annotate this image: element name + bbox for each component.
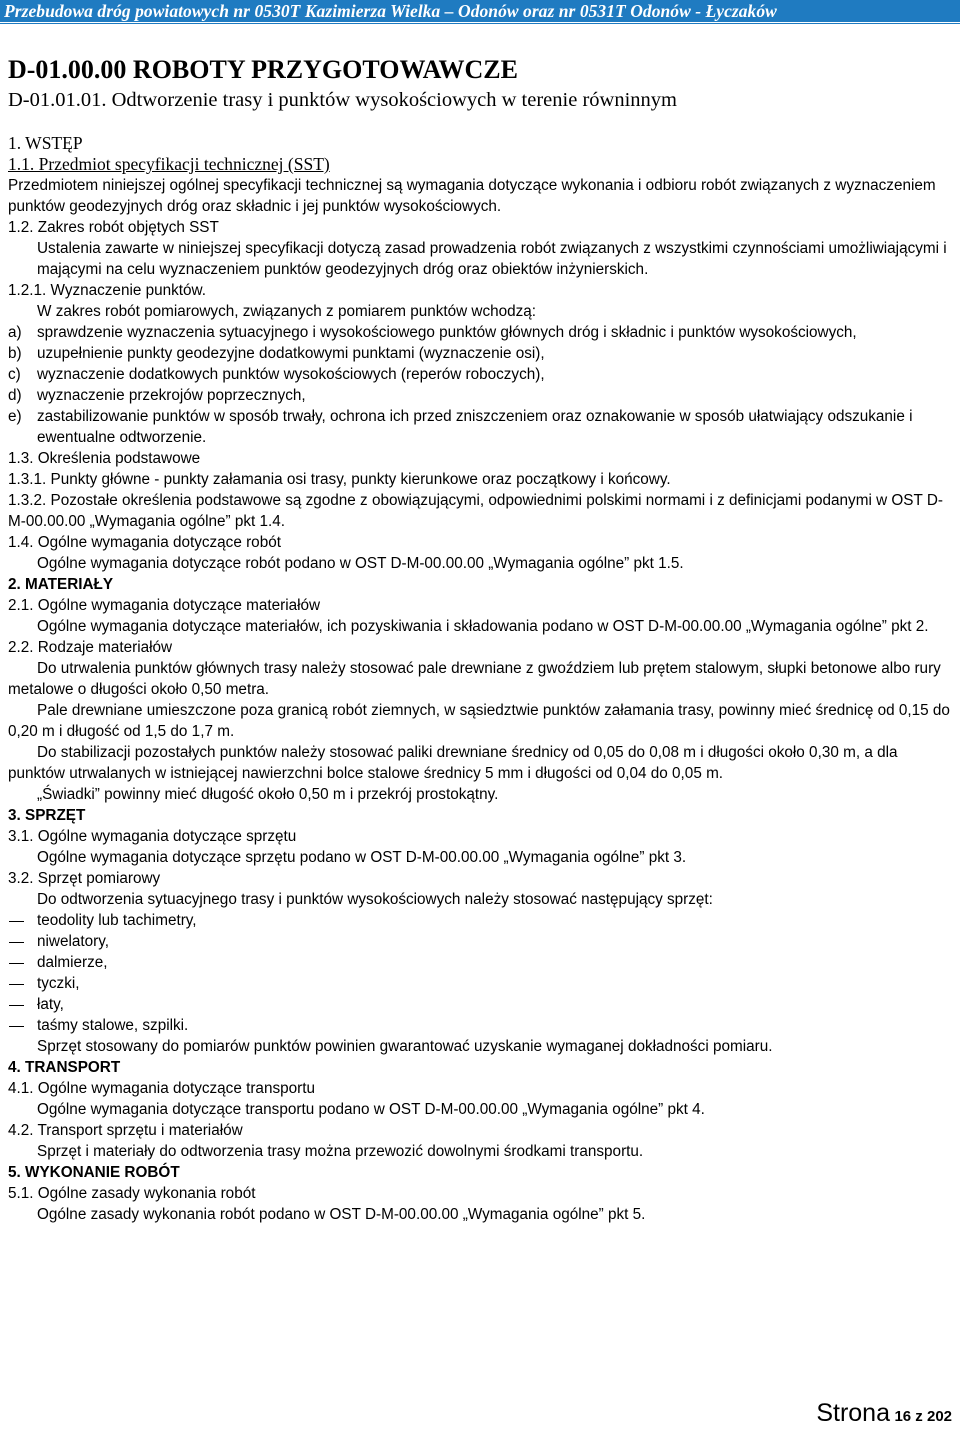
section-heading: 5. WYKONANIE ROBÓT (8, 1164, 180, 1181)
document-header: Przebudowa dróg powiatowych nr 0530T Kazimierza Wielka – Odonów oraz nr 0531T Odonów - Łyczaków (0, 0, 960, 22)
page-label: Strona (816, 1399, 890, 1427)
list-marker: a) (8, 324, 22, 341)
paragraph: Sprzęt stosowany do pomiarów punktów powinien gwarantować uzyskanie wymaganej dokładności pomiaru. (37, 1038, 773, 1055)
chapter-title: D-01.00.00 ROBOTY PRZYGOTOWAWCZE (8, 55, 518, 84)
subsection-heading: 4.2. Transport sprzętu i materiałów (8, 1122, 243, 1139)
subsection-heading: 1.1. Przedmiot specyfikacji technicznej (SST) (8, 154, 330, 174)
list-marker: d) (8, 387, 22, 404)
list-item (8, 406, 954, 448)
list-marker: b) (8, 345, 22, 362)
list-item: tyczki, (8, 973, 954, 994)
equipment-list (8, 910, 954, 1036)
subsection-heading: 1.3. Określenia podstawowe (8, 450, 201, 467)
list-item-text: zastabilizowanie punktów w sposób trwały, ochrona ich przed zniszczeniem oraz oznakowanie w sposób ułatwiający odszukanie i ewentualne odtworzenie. (37, 408, 913, 446)
subsection-heading: 2.2. Rodzaje materiałów (8, 639, 173, 656)
paragraph: Ustalenia zawarte w niniejszej specyfikacji dotyczą zasad prowadzenia robót związanych z wszystkimi czynnościami umożliwiającymi i mającymi na celu wyznaczeniem punktów geodezyjnych dróg oraz obiektów inżynierskich. (37, 240, 947, 278)
paragraph: Ogólne wymagania dotyczące transportu podano w OST D-M-00.00.00 „Wymagania ogólne” pkt 4. (37, 1101, 705, 1118)
subsection-heading: 3.2. Sprzęt pomiarowy (8, 870, 161, 887)
list-item: niwelatory, (8, 931, 954, 952)
paragraph: 1.3.2. Pozostałe określenia podstawowe są zgodne z obowiązującymi, odpowiednimi polskimi normami i z definicjami podanymi w OST D-M-00.00.00 „Wymagania ogólne” pkt 1.4. (8, 492, 943, 530)
section-heading: 1. WSTĘP (8, 133, 83, 153)
paragraph: Ogólne wymagania dotyczące robót podano w OST D-M-00.00.00 „Wymagania ogólne” pkt 1.5. (37, 555, 684, 572)
subsection-heading: 1.4. Ogólne wymagania dotyczące robót (8, 534, 281, 551)
header-rule (0, 23, 960, 24)
list-marker: e) (8, 408, 22, 425)
list-item: łaty, (8, 994, 954, 1015)
list-item-text: wyznaczenie dodatkowych punktów wysokościowych (reperów roboczych), (37, 366, 545, 383)
paragraph: Pale drewniane umieszczone poza granicą robót ziemnych, w sąsiedztwie punktów załamania trasy, powinny mieć średnicę od 0,15 do 0,20 m i długość od 1,5 do 1,7 m. (8, 702, 950, 740)
subsection-heading: 5.1. Ogólne zasady wykonania robót (8, 1185, 256, 1202)
list-item-text: wyznaczenie przekrojów poprzecznych, (37, 387, 306, 404)
paragraph: Ogólne wymagania dotyczące sprzętu podano w OST D-M-00.00.00 „Wymagania ogólne” pkt 3. (37, 849, 687, 866)
scope-list (8, 322, 954, 448)
list-item: dalmierze, (8, 952, 954, 973)
paragraph: Do utrwalenia punktów głównych trasy należy stosować pale drewniane z gwoździem lub prętem stalowym, słupki betonowe albo rury metalowe o długości około 0,50 metra. (8, 660, 941, 698)
list-item-text: sprawdzenie wyznaczenia sytuacyjnego i wysokościowego punktów głównych dróg i składnic i punktów wysokościowych, (37, 324, 857, 341)
list-item: teodolity lub tachimetry, (8, 910, 954, 931)
subsection-heading: 1.2.1. Wyznaczenie punktów. (8, 282, 206, 299)
subsection-heading: 3.1. Ogólne wymagania dotyczące sprzętu (8, 828, 297, 845)
document-body (8, 55, 954, 1225)
paragraph: W zakres robót pomiarowych, związanych z pomiarem punktów wchodzą: (37, 303, 537, 320)
list-item (8, 364, 954, 385)
subsection-heading: 4.1. Ogólne wymagania dotyczące transportu (8, 1080, 315, 1097)
paragraph: Do stabilizacji pozostałych punktów należy stosować paliki drewniane średnicy od 0,05 do 0,08 m i długości około 0,30 m, a dla punktów utrwalanych w istniejącej nawierzchni bolce stalowe średnicy 5 mm i długości od 0,04 do 0,05 m. (8, 744, 898, 782)
list-item-text: uzupełnienie punkty geodezyjne dodatkowymi punktami (wyznaczenie osi), (37, 345, 545, 362)
paragraph: Sprzęt i materiały do odtworzenia trasy można przewozić dowolnymi środkami transportu. (37, 1143, 644, 1160)
list-marker: c) (8, 366, 21, 383)
spec-title: D-01.01.01. Odtworzenie trasy i punktów wysokościowych w terenie równinnym (8, 89, 677, 111)
section-heading: 2. MATERIAŁY (8, 576, 114, 593)
subsection-heading: 2.1. Ogólne wymagania dotyczące materiałów (8, 597, 321, 614)
page-number: 16 z 202 (894, 1408, 952, 1425)
paragraph: 1.3.1. Punkty główne - punkty załamania osi trasy, punkty kierunkowe oraz początkowy i końcowy. (8, 471, 671, 488)
paragraph: Ogólne zasady wykonania robót podano w OST D-M-00.00.00 „Wymagania ogólne” pkt 5. (37, 1206, 646, 1223)
paragraph: Przedmiotem niniejszej ogólnej specyfikacji technicznej są wymagania dotyczące wykonania i odbioru robót związanych z wyznaczeniem punktów geodezyjnych dróg oraz składnic i jej punktów wysokościowych. (8, 177, 936, 215)
paragraph: „Świadki” powinny mieć długość około 0,50 m i przekrój prostokątny. (37, 786, 499, 803)
list-item (8, 322, 954, 343)
paragraph: Do odtworzenia sytuacyjnego trasy i punktów wysokościowych należy stosować następujący sprzęt: (37, 891, 713, 908)
paragraph: Ogólne wymagania dotyczące materiałów, ich pozyskiwania i składowania podano w OST D-M-00.00.00 „Wymagania ogólne” pkt 2. (37, 618, 929, 635)
section-heading: 3. SPRZĘT (8, 807, 86, 824)
list-item: taśmy stalowe, szpilki. (8, 1015, 954, 1036)
subsection-heading: 1.2. Zakres robót objętych SST (8, 219, 219, 236)
list-item (8, 343, 954, 364)
section-heading: 4. TRANSPORT (8, 1059, 121, 1076)
list-item (8, 385, 954, 406)
